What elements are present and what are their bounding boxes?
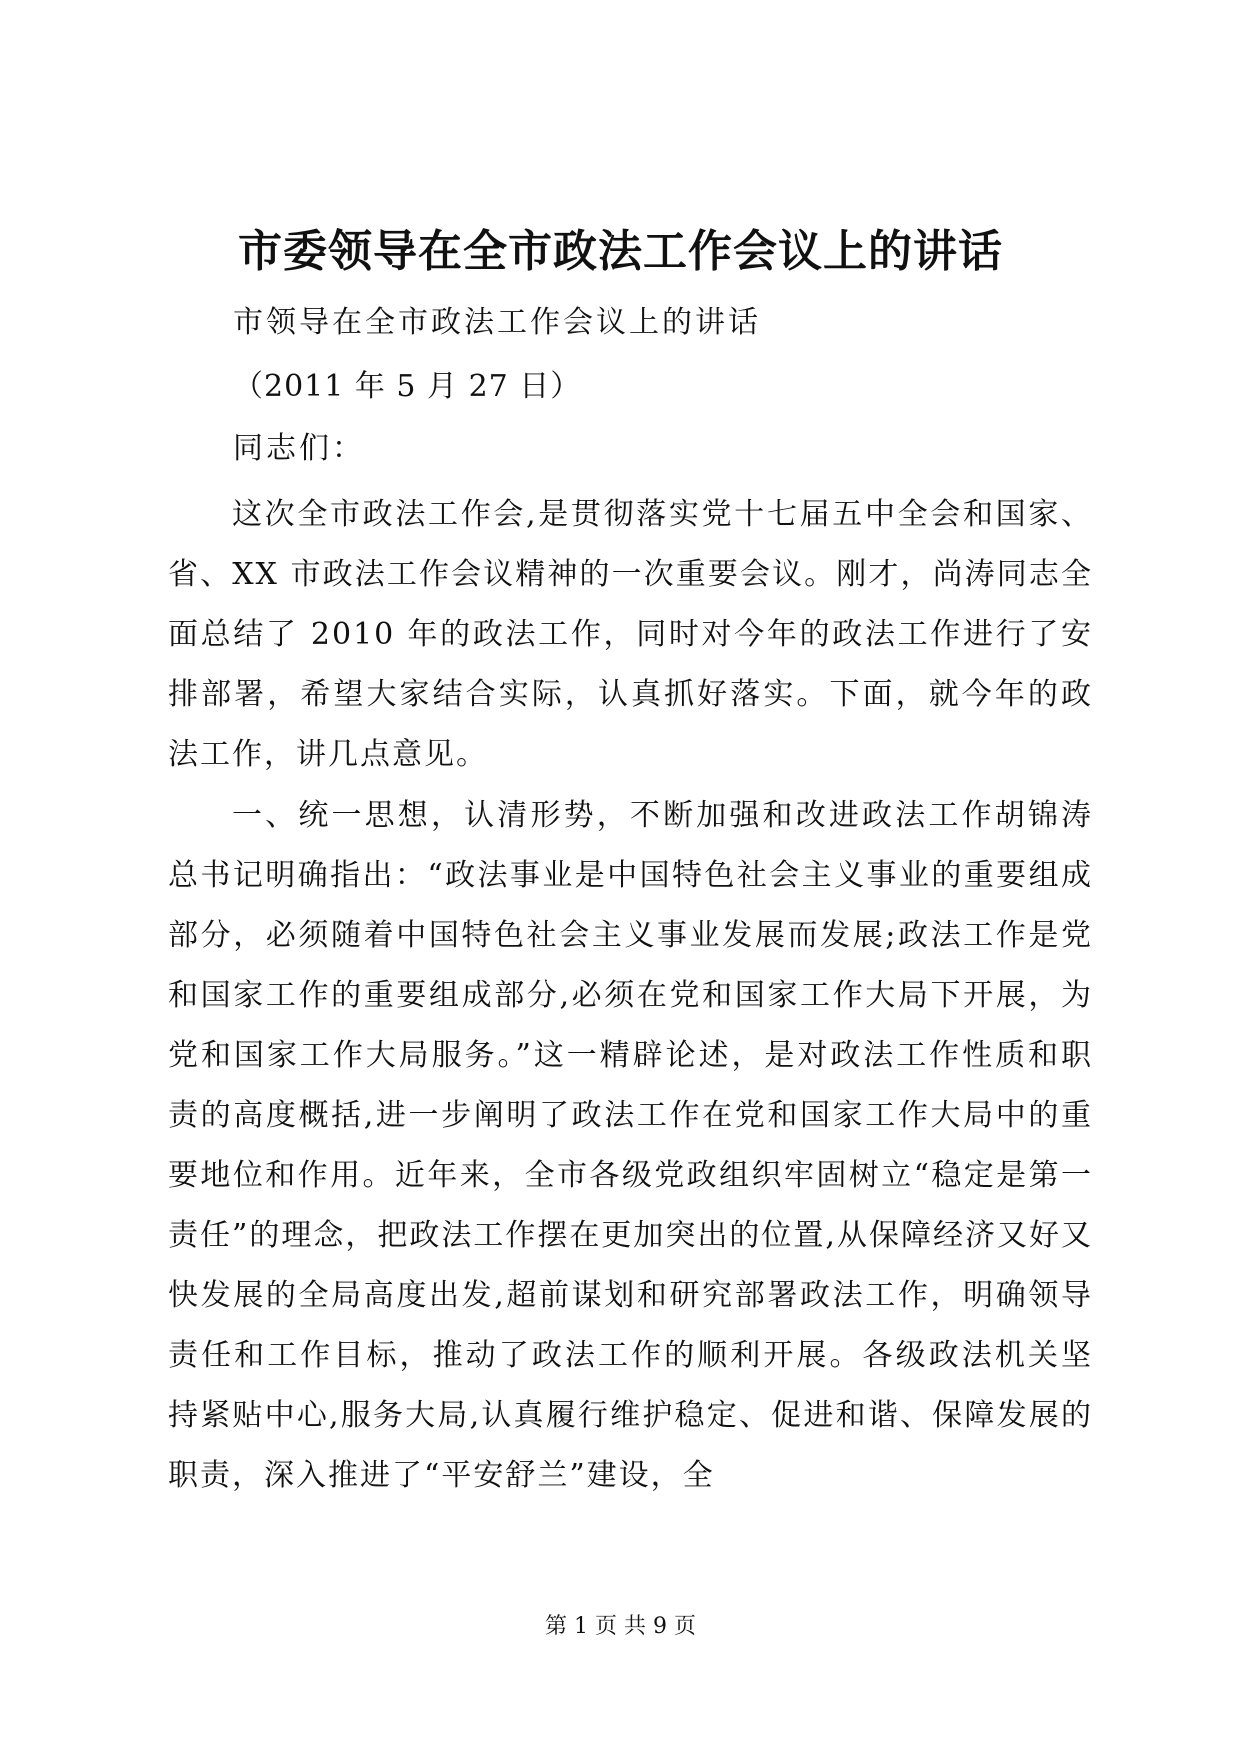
document-subtitle: 市领导在全市政法工作会议上的讲话 — [233, 305, 761, 340]
body-paragraph: 这次全市政法工作会,是贯彻落实党十七届五中全会和国家、省、XX 市政法工作会议精神的一次重要会议。刚才，尚涛同志全面总结了 2010 年的政法工作，同时对今年的政法工作进行了安排部署，希望大家结合实际，认真抓好落实。下面，就今年的政法工作，讲几点意见。 — [168, 497, 1093, 772]
document-title: 市委领导在全市政法工作会议上的讲话 — [238, 226, 1003, 277]
body-paragraph: 一、统一思想，认清形势，不断加强和改进政法工作胡锦涛总书记明确指出：“政法事业是中国特色社会主义事业的重要组成部分，必须随着中国特色社会主义事业发展而发展;政法工作是党和国家工作的重要组成部分,必须在党和国家工作大局下开展，为党和国家工作大局服务。”这一精辟论述，是对政法工作性质和职责的高度概括,进一步阐明了政法工作在党和国家工作大局中的重要地位和作用。近年来，全市各级党政组织牢固树立“稳定是第一责任”的理念，把政法工作摆在更加突出的位置,从保障经济又好又快发展的全局高度出发,超前谋划和研究部署政法工作，明确领导责任和工作目标，推动了政法工作的顺利开展。各级政法机关坚持紧贴中心,服务大局,认真履行维护稳定、促进和谐、保障发展的职责，深入推进了“平安舒兰”建设，全 — [168, 798, 1093, 1493]
page-number-footer: 第 1 页 共 9 页 — [545, 1614, 696, 1639]
greeting: 同志们： — [233, 431, 365, 466]
speech-date: （2011 年 5 月 27 日） — [233, 369, 582, 404]
